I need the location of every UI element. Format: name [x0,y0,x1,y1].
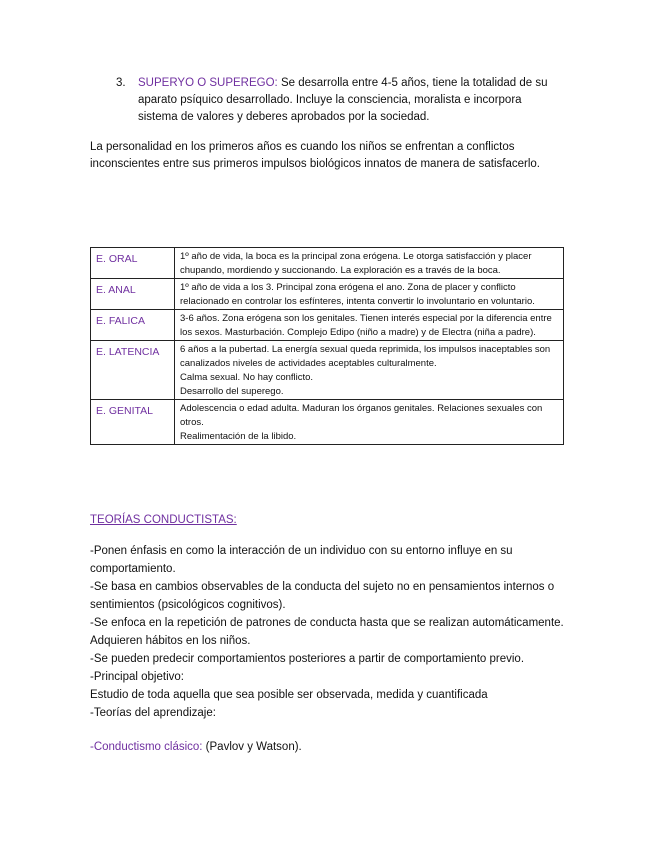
list-item-superyo [116,75,556,126]
stage-description [175,248,564,279]
stage-name: E. ANAL [91,279,175,310]
list-item-text [138,75,556,126]
stage-line: 1º año de vida a los 3. Principal zona erógena el ano. Zona de placer y conflicto relacionado en controlar los esfínteres, intenta convertir lo involuntario en voluntario. [180,282,535,307]
list-item: -Teorías del aprendizaje: [90,707,216,719]
list-item: -Se pueden predecir comportamientos posteriores a partir de comportamiento previo. [90,653,525,665]
list-number: 3. [116,77,126,89]
section-heading: TEORÍAS CONDUCTISTAS: [90,514,237,526]
stage-line: Adolescencia o edad adulta. Maduran los órganos genitales. Relaciones sexuales con otros. [180,403,543,428]
stage-line: 3-6 años. Zona erógena son los genitales. Tienen interés especial por la diferencia entre los sexos. Masturbación. Complejo Edipo (niño a madre) y de Electra (niña a padre). [180,313,552,338]
term-conductismo-clasico: -Conductismo clásico: [90,741,203,753]
personality-paragraph: La personalidad en los primeros años es cuando los niños se enfrentan a conflictos inconscientes entre sus primeros impulsos biológicos innatos de manera de satisfacerlo. [90,141,541,170]
table-row [91,341,564,400]
stage-line: Realimentación de la libido. [180,431,297,442]
bullet-list [90,542,570,722]
list-item: -Se enfoca en la repetición de patrones de conducta hasta que se realizan automáticamente. Adquieren hábitos en los niños. [90,617,564,647]
conductismo-clasico-authors: (Pavlov y Watson). [202,741,302,753]
list-item: -Ponen énfasis en como la interacción de un individuo con su entorno influye en su comportamiento. [90,545,513,575]
conductismo-clasico [90,741,302,753]
stage-name: E. GENITAL [91,400,175,445]
term-superyo: SUPERYO O SUPEREGO: [138,77,278,89]
stage-description [175,310,564,341]
table-row [91,400,564,445]
list-item: -Se basa en cambios observables de la conducta del sujeto no en pensamientos internos o sentimientos (psicológicos cognitivos). [90,581,555,611]
stage-description [175,279,564,310]
stage-name: E. LATENCIA [91,341,175,400]
stage-line: 6 años a la pubertad. La energía sexual queda reprimida, los impulsos inaceptables son canalizados niveles de actividades aceptables culturalmente. [180,344,551,369]
stage-description [175,400,564,445]
stage-line: 1º año de vida, la boca es la principal zona erógena. Le otorga satisfacción y placer chupando, mordiendo y succionando. La exploración es a través de la boca. [180,251,532,276]
stage-name: E. ORAL [91,248,175,279]
list-item: Estudio de toda aquella que sea posible ser observada, medida y cuantificada [90,689,488,701]
stages-table [90,247,564,445]
stage-line: Calma sexual. No hay conflicto. [180,372,314,383]
table-row [91,310,564,341]
stage-line: Desarrollo del superego. [180,386,284,397]
list-item: -Principal objetivo: [90,671,184,683]
superyo-description: Se desarrolla entre 4-5 años, tiene la totalidad de su aparato psíquico desarrollado. Incluye la consciencia, moralista e incorpora sistema de valores y deberes aprobados por la sociedad. [138,77,548,123]
stage-description [175,341,564,400]
stage-name: E. FALICA [91,310,175,341]
table-row [91,279,564,310]
table-row [91,248,564,279]
